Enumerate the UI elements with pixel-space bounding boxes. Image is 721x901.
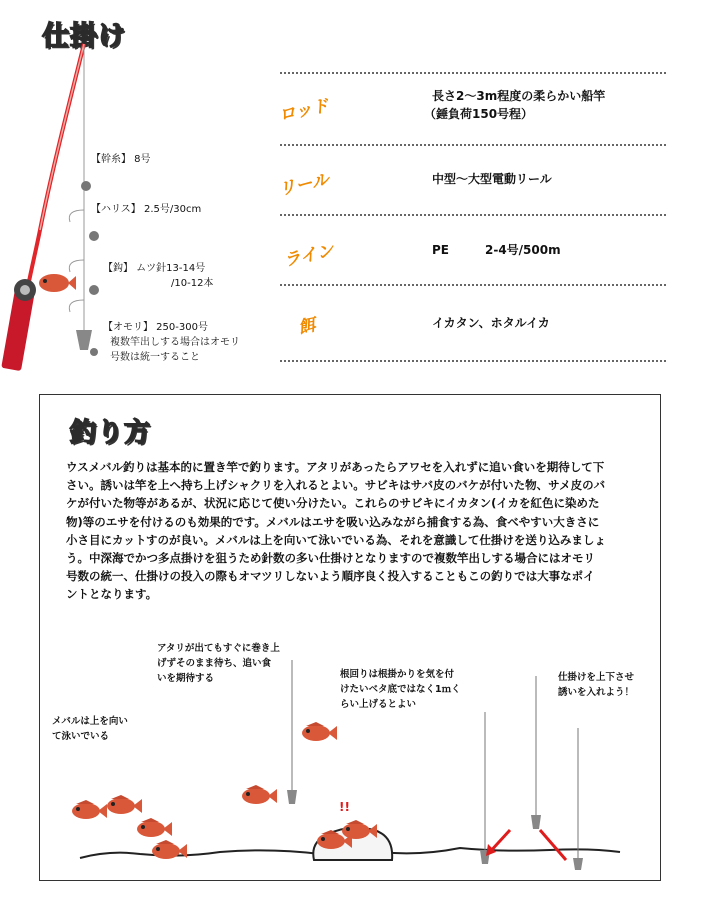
- spec-label-bait: 餌: [296, 315, 318, 339]
- note-snag: 根回りは根掛かりを気を付: [340, 669, 455, 680]
- divider: [280, 360, 666, 362]
- spec-value-rod: 長さ2～3m程度の柔らかい船竿: [432, 89, 606, 103]
- spec-label-reel: リール: [276, 169, 331, 200]
- fishing-scene-illustration: [40, 640, 658, 878]
- note-wait-2: げずそのまま待ち、追い食: [157, 658, 272, 669]
- spec-value-bait: イカタン、ホタルイカ: [432, 316, 550, 330]
- divider: [280, 144, 666, 146]
- spec-value-line: PE 2-4号/500m: [432, 243, 561, 257]
- note-lure: 仕掛けを上下させ: [558, 672, 635, 683]
- note-fish-up-2: て泳いでいる: [52, 731, 110, 742]
- note-lure-2: 誘いを入れよう！: [558, 687, 635, 698]
- spec-value-rod-2: （錘負荷150号程）: [424, 107, 534, 121]
- spec-label-line: ライン: [281, 240, 336, 271]
- rig-illustration: [60, 140, 110, 370]
- divider: [280, 284, 666, 286]
- omori-label: 【オモリ】 250-300号: [103, 322, 208, 333]
- hari-label-2: /10-12本: [171, 278, 214, 289]
- spec-value-reel: 中型～大型電動リール: [432, 172, 552, 186]
- harisu-label: 【ハリス】 2.5号/30cm: [91, 204, 202, 215]
- method-paragraph: ウスメバル釣りは基本的に置き竿で釣ります。アタリがあったらアワセを入れずに追い食いを期待して下さい。誘いは竿を上へ持ち上げシャクリを入れるとよい。サビキはサバ皮のバケが付いた物、サメ皮のバケが付いた物等があるが、状況に応じて使い分けたい。これらのサビキにイカタン(イカを紅色に染めた物)等のエサを付けるのも効果的です。メバルはエサを吸い込みながら捕食する為、食べやすい大きさに小さ目にカットすのが良い。メバルは上を向いて泳いでいる為、それを意識して仕掛けを送り込みましょう。中深海でかつ多点掛けを狙うため針数の多い仕掛けとなりますので複数竿出しする場合にはオモリ号数の統一、仕掛けの投入の際もオマツリしないよう順序良く投入することもこの釣りでは大事なポイントとなります。: [66, 460, 606, 602]
- tackle-title: 仕掛け: [42, 21, 126, 52]
- note-wait: アタリが出てもすぐに巻き上: [157, 643, 280, 654]
- mikisu-label: 【幹糸】 8号: [91, 154, 151, 165]
- method-title: 釣り方: [70, 418, 152, 448]
- note-wait-3: いを期待する: [157, 673, 215, 684]
- spec-label-rod: ロッド: [276, 95, 331, 126]
- exclaim-mark: !!: [339, 800, 350, 814]
- omori-note-2: 号数は統一すること: [110, 352, 200, 363]
- note-fish-up: メバルは上を向い: [52, 716, 128, 727]
- omori-note-1: 複数竿出しする場合はオモリ: [110, 337, 240, 348]
- fish-illustration: [36, 270, 76, 296]
- divider: [280, 72, 666, 74]
- note-snag-2: けたいベタ底ではなく1ｍく: [340, 684, 461, 695]
- divider: [280, 214, 666, 216]
- hari-label: 【鈎】 ムツ針13-14号: [103, 263, 206, 274]
- note-snag-3: らい上げるとよい: [340, 699, 417, 710]
